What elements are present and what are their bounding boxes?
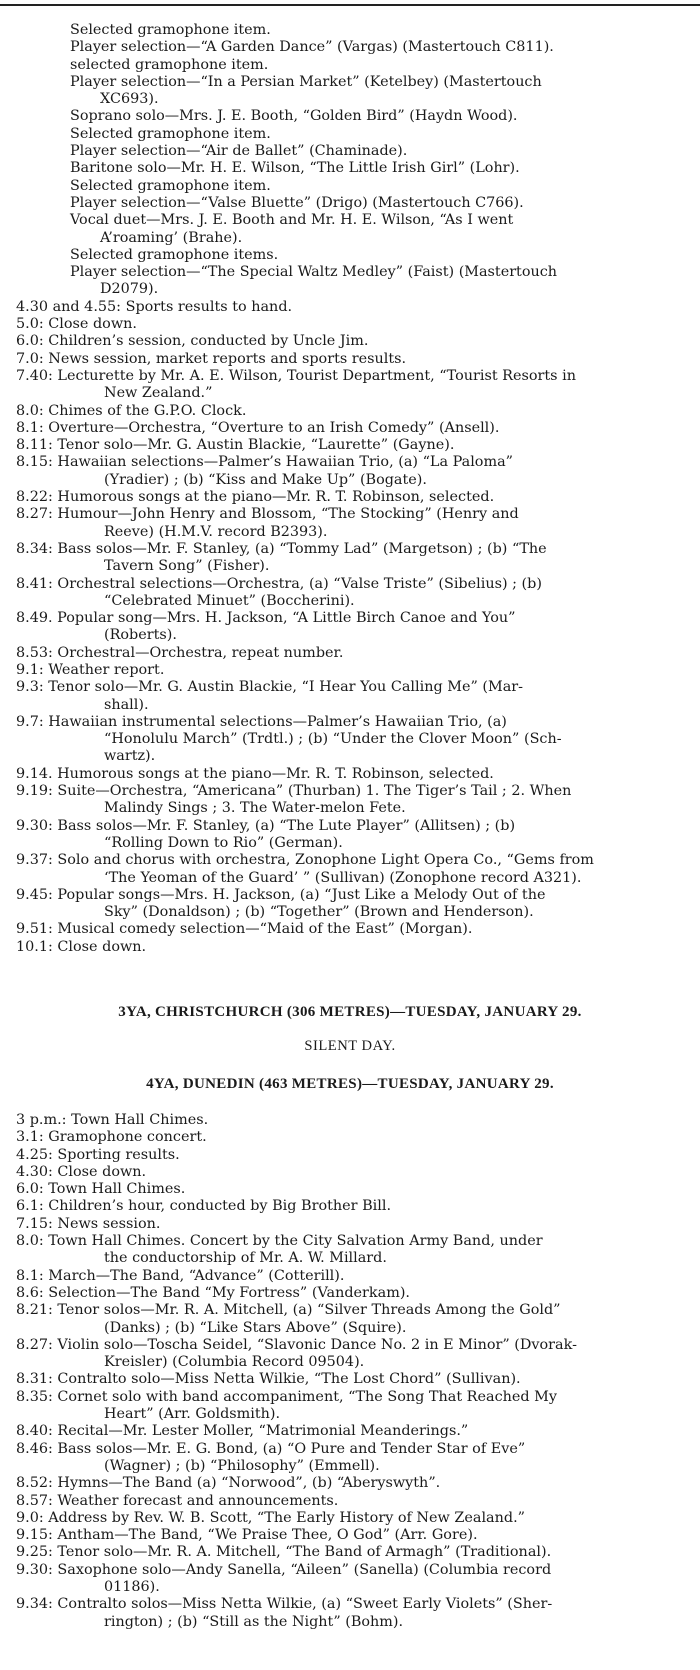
program-line: D2079). — [100, 281, 159, 298]
schedule-line: (Yradier) ; (b) “Kiss and Make Up” (Bogate). — [104, 471, 427, 488]
program-line: Player selection—“Air de Ballet” (Chaminade). — [70, 143, 408, 160]
program-line: Selected gramophone item. — [70, 177, 271, 194]
schedule-line: 01186). — [104, 1579, 160, 1596]
program-line: Player selection—“In a Persian Market” (Ketelbey) (Mastertouch — [70, 73, 542, 90]
schedule-line: 8.0: Chimes of the G.P.O. Clock. — [16, 402, 247, 419]
schedule-line: 10.1: Close down. — [16, 938, 147, 955]
schedule-line: 8.6: Selection—The Band “My Fortress” (Vanderkam). — [16, 1284, 410, 1301]
schedule-line: Malindy Sings ; 3. The Water-melon Fete. — [104, 800, 406, 817]
schedule-line: 6.0: Town Hall Chimes. — [16, 1181, 186, 1198]
schedule-line: 9.34: Contralto solos—Miss Netta Wilkie, (a) “Sweet Early Violets” (Sher- — [16, 1596, 553, 1613]
schedule-line: 4.30: Close down. — [16, 1163, 147, 1180]
schedule-line: 8.11: Tenor solo—Mr. G. Austin Blackie, “Laurette” (Gayne). — [16, 437, 455, 454]
schedule-line: “Honolulu March” (Trdtl.) ; (b) “Under the Clover Moon” (Sch- — [104, 731, 562, 748]
schedule-line: 8.31: Contralto solo—Miss Netta Wilkie, “The Lost Chord” (Sullivan). — [16, 1371, 521, 1388]
schedule-line: 4.30 and 4.55: Sports results to hand. — [16, 298, 293, 315]
schedule-line: 3 p.m.: Town Hall Chimes. — [16, 1112, 209, 1128]
schedule-line: 3.1: Gramophone concert. — [16, 1129, 207, 1146]
schedule-line: Tavern Song” (Fisher). — [104, 558, 270, 575]
schedule-line: 9.1: Weather report. — [16, 661, 165, 678]
top-rule — [0, 4, 700, 6]
schedule-line: 7.0: News session, market reports and sports results. — [16, 350, 407, 367]
program-line: XC693). — [100, 91, 159, 108]
program-line: Soprano solo—Mrs. J. E. Booth, “Golden Bird” (Haydn Wood). — [70, 108, 518, 125]
schedule-line: 8.46: Bass solos—Mr. E. G. Bond, (a) “O Pure and Tender Star of Eve” — [16, 1440, 526, 1457]
schedule-line: 9.25: Tenor solo—Mr. R. A. Mitchell, “The Band of Armagh” (Traditional). — [16, 1544, 552, 1561]
schedule-line: 9.15: Antham—The Band, “We Praise Thee, O God” (Arr. Gore). — [16, 1527, 478, 1544]
program-line: Player selection—“The Special Waltz Medley” (Faist) (Mastertouch — [70, 264, 558, 281]
schedule-line: the conductorship of Mr. A. W. Millard. — [104, 1250, 387, 1267]
schedule-line: Sky” (Donaldson) ; (b) “Together” (Brown and Henderson). — [104, 904, 534, 921]
schedule-line: 9.0: Address by Rev. W. B. Scott, “The Early History of New Zealand.” — [16, 1509, 525, 1526]
schedule-line: 9.19: Suite—Orchestra, “Americana” (Thurban) 1. The Tiger’s Tail ; 2. When — [16, 783, 572, 800]
schedule-line: 8.0: Town Hall Chimes. Concert by the City Salvation Army Band, under — [16, 1233, 543, 1250]
schedule-line: 8.53: Orchestral—Orchestra, repeat number. — [16, 644, 344, 661]
program-line: Vocal duet—Mrs. J. E. Booth and Mr. H. E. Wilson, “As I went — [70, 212, 514, 229]
schedule-line: 8.27: Violin solo—Toscha Seidel, “Slavonic Dance No. 2 in E Minor” (Dvorak- — [16, 1336, 577, 1353]
schedule-line: 8.1: March—The Band, “Advance” (Cotterill). — [16, 1267, 345, 1284]
program-line: A’roaming’ (Brahe). — [100, 229, 243, 246]
schedule-line: New Zealand.” — [104, 385, 213, 402]
schedule-line: Reeve) (H.M.V. record B2393). — [104, 523, 328, 540]
schedule-line: 9.7: Hawaiian instrumental selections—Palmer’s Hawaiian Trio, (a) — [16, 713, 507, 730]
schedule-line: (Roberts). — [104, 627, 177, 644]
schedule-line: 8.27: Humour—John Henry and Blossom, “The Stocking” (Henry and — [16, 506, 519, 523]
schedule-line: 8.57: Weather forecast and announcements. — [16, 1492, 339, 1509]
station-program-continued — [0, 22, 700, 956]
schedule-line: “Celebrated Minuet” (Boccherini). — [104, 592, 355, 609]
program-line: Player selection—“Valse Bluette” (Drigo) (Mastertouch C766). — [70, 194, 524, 211]
program-line: Selected gramophone item. — [70, 22, 271, 38]
schedule-line: rington) ; (b) “Still as the Night” (Bohm). — [104, 1613, 404, 1630]
schedule-line: 8.22: Humorous songs at the piano—Mr. R. T. Robinson, selected. — [16, 489, 495, 506]
schedule-line: 6.1: Children’s hour, conducted by Big Brother Bill. — [16, 1198, 392, 1215]
schedule-line: shall). — [104, 696, 149, 713]
schedule-line: 7.40: Lecturette by Mr. A. E. Wilson, Tourist Department, “Tourist Resorts in — [16, 367, 576, 384]
schedule-line: wartz). — [104, 748, 156, 765]
schedule-line: 8.15: Hawaiian selections—Palmer’s Hawaiian Trio, (a) “La Paloma” — [16, 454, 514, 471]
schedule-line: 8.1: Overture—Orchestra, “Overture to an Irish Comedy” (Ansell). — [16, 419, 500, 436]
schedule-line: (Wagner) ; (b) “Philosophy” (Emmell). — [104, 1457, 380, 1474]
schedule-line: “Rolling Down to Rio” (German). — [104, 834, 343, 851]
schedule-line: 8.35: Cornet solo with band accompaniment, “The Song That Reached My — [16, 1388, 558, 1405]
station-heading-4ya: 4YA, DUNEDIN (463 METRES)—TUESDAY, JANUARY 29. — [146, 1076, 554, 1092]
schedule-line: 6.0: Children’s session, conducted by Uncle Jim. — [16, 333, 369, 350]
station-heading-3ya: 3YA, CHRISTCHURCH (306 METRES)—TUESDAY, JANUARY 29. — [118, 1004, 582, 1020]
schedule-line: 9.37: Solo and chorus with orchestra, Zonophone Light Opera Co., “Gems from — [16, 852, 594, 869]
schedule-line: 9.3: Tenor solo—Mr. G. Austin Blackie, “I Hear You Calling Me” (Mar- — [16, 679, 524, 696]
silent-day-note: SILENT DAY. — [304, 1038, 396, 1054]
program-line: Baritone solo—Mr. H. E. Wilson, “The Little Irish Girl” (Lohr). — [70, 160, 520, 177]
program-line: Selected gramophone items. — [70, 246, 279, 263]
program-line: Selected gramophone item. — [70, 125, 271, 142]
schedule-line: 9.30: Bass solos—Mr. F. Stanley, (a) “The Lute Player” (Allitsen) ; (b) — [16, 817, 516, 834]
program-line: selected gramophone item. — [70, 56, 269, 73]
schedule-line: 8.49. Popular song—Mrs. H. Jackson, “A Little Birch Canoe and You” — [16, 610, 516, 627]
schedule-line: 9.51: Musical comedy selection—“Maid of the East” (Morgan). — [16, 921, 473, 938]
schedule-line: 5.0: Close down. — [16, 316, 137, 333]
program-line: Player selection—“A Garden Dance” (Vargas) (Mastertouch C811). — [70, 39, 554, 56]
schedule-line: 9.14. Humorous songs at the piano—Mr. R. T. Robinson, selected. — [16, 765, 494, 782]
schedule-line: 7.15: News session. — [16, 1215, 161, 1232]
schedule-line: ‘The Yeoman of the Guard’ ” (Sullivan) (Zonophone record A321). — [104, 869, 582, 886]
schedule-line: Kreisler) (Columbia Record 09504). — [104, 1354, 365, 1371]
schedule-line: 8.52: Hymns—The Band (a) “Norwood”, (b) “Aberyswyth”. — [16, 1475, 441, 1492]
schedule-line: 8.40: Recital—Mr. Lester Moller, “Matrimonial Meanderings.” — [16, 1423, 469, 1440]
schedule-line: Heart” (Arr. Goldsmith). — [104, 1406, 281, 1423]
schedule-line: 8.21: Tenor solos—Mr. R. A. Mitchell, (a) “Silver Threads Among the Gold” — [16, 1302, 561, 1319]
station-program-4ya — [0, 1112, 700, 1631]
schedule-line: 9.30: Saxophone solo—Andy Sanella, “Aileen” (Sanella) (Columbia record — [16, 1561, 552, 1578]
schedule-line: 8.41: Orchestral selections—Orchestra, (a) “Valse Triste” (Sibelius) ; (b) — [16, 575, 542, 592]
schedule-line: 9.45: Popular songs—Mrs. H. Jackson, (a) “Just Like a Melody Out of the — [16, 886, 546, 903]
schedule-line: 4.25: Sporting results. — [16, 1146, 180, 1163]
schedule-line: (Danks) ; (b) “Like Stars Above” (Squire). — [104, 1319, 407, 1336]
schedule-line: 8.34: Bass solos—Mr. F. Stanley, (a) “Tommy Lad” (Margetson) ; (b) “The — [16, 540, 547, 557]
